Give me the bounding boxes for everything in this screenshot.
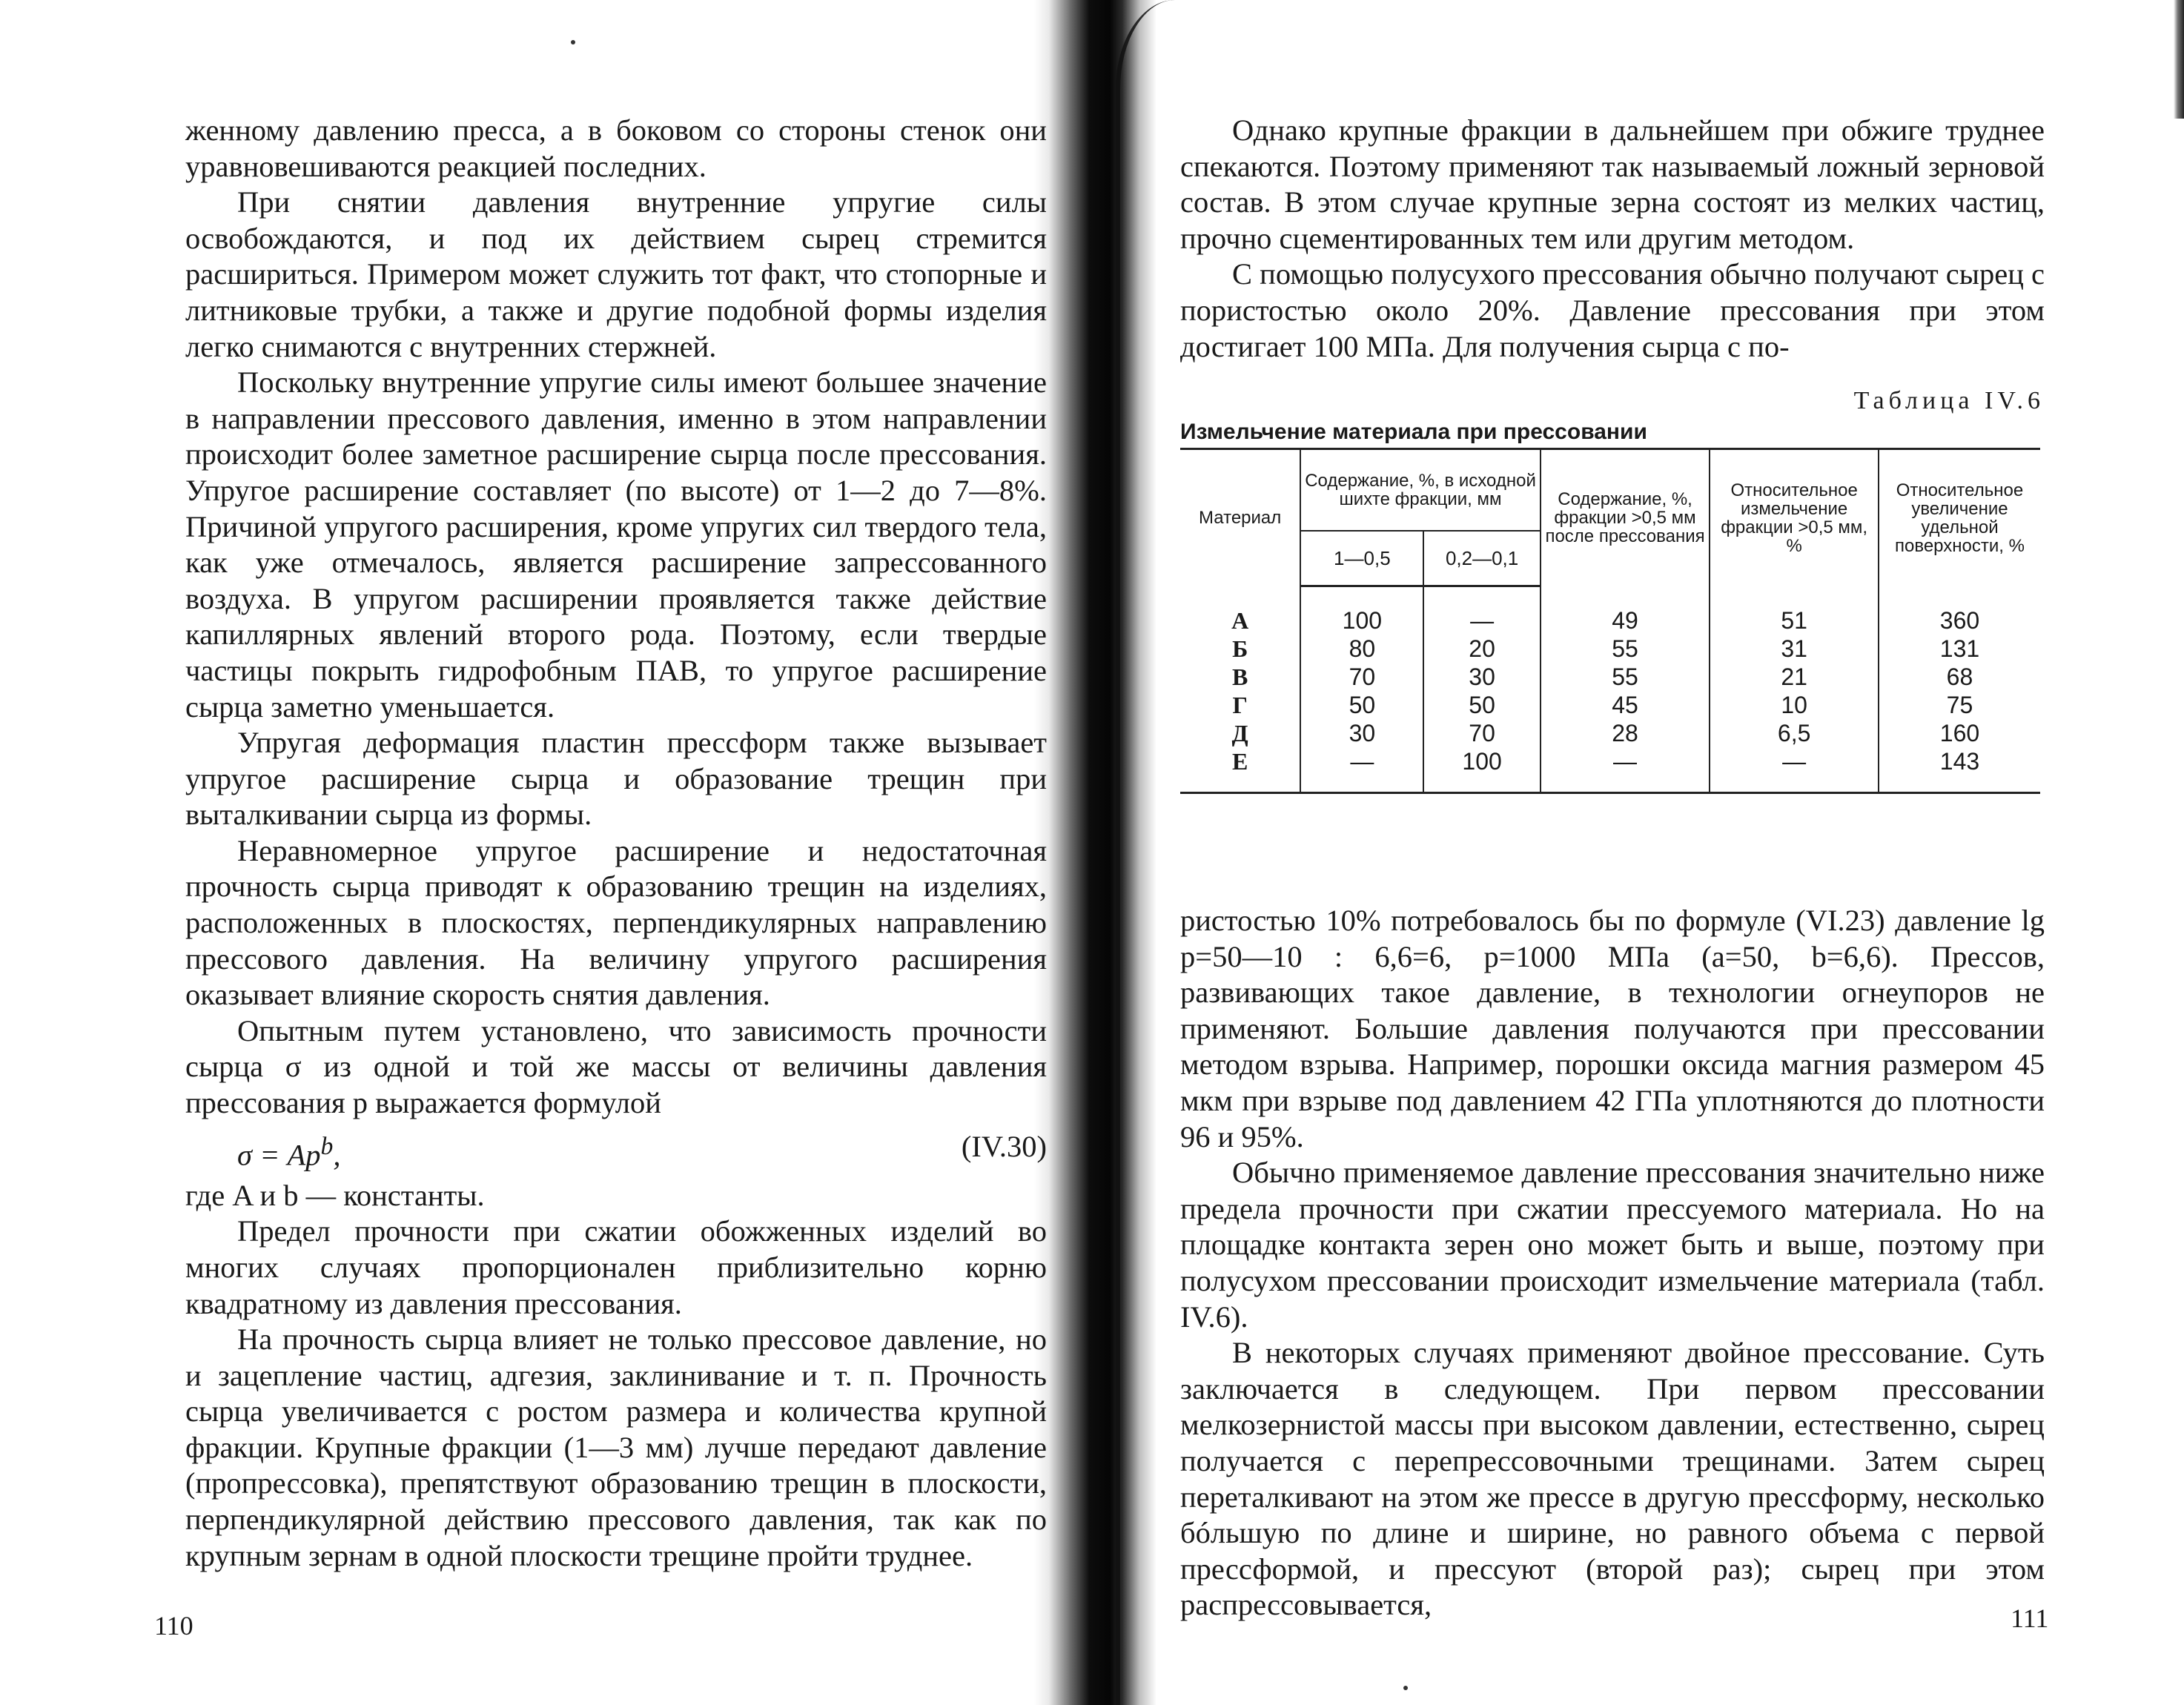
cell-material: В xyxy=(1231,663,1248,690)
formula-tail: , xyxy=(333,1138,341,1172)
cell-relative: 10 xyxy=(1710,691,1879,719)
cell-material: Г xyxy=(1232,692,1248,718)
cell-relative: 6,5 xyxy=(1710,719,1879,747)
cell-frac-02-01: — xyxy=(1423,606,1540,635)
formula-exponent: b xyxy=(320,1132,334,1160)
cell-frac-1-05: 80 xyxy=(1300,635,1423,663)
cell-surface: 143 xyxy=(1879,747,2040,793)
table-body xyxy=(1180,586,2040,793)
cell-frac-02-01: 100 xyxy=(1423,747,1540,793)
table-iv6 xyxy=(1180,448,2040,794)
cell-surface: 131 xyxy=(1879,635,2040,663)
left-page-text xyxy=(185,113,1047,1574)
cell-frac-1-05: 70 xyxy=(1300,663,1423,691)
formula-note: где A и b — константы. xyxy=(185,1178,485,1212)
paragraph: Неравномерное упругое расширение и недостаточная прочность сырца приводят к образованию трещин на изделиях, расположенных в плоскостях, перпендикулярных направлению прессового давления. На величину упругого расширения оказывает влияние скорость снятия давления. xyxy=(185,833,1047,1012)
cell-after: 55 xyxy=(1541,635,1710,663)
table-row xyxy=(1180,663,2040,691)
right-page-text-bottom xyxy=(1180,903,2045,1623)
header-fraction-1-05: 1—0,5 xyxy=(1300,531,1423,586)
table-row xyxy=(1180,606,2040,635)
cell-frac-1-05: 30 xyxy=(1300,719,1423,747)
cell-after: 28 xyxy=(1541,719,1710,747)
table-row xyxy=(1180,747,2040,793)
cell-relative: 51 xyxy=(1710,606,1879,635)
cell-surface: 360 xyxy=(1879,606,2040,635)
cell-relative: 21 xyxy=(1710,663,1879,691)
cell-frac-1-05: — xyxy=(1300,747,1423,793)
cell-material: Б xyxy=(1232,635,1248,662)
formula-number: (IV.30) xyxy=(961,1129,1047,1163)
cell-relative: 31 xyxy=(1710,635,1879,663)
cell-surface: 68 xyxy=(1879,663,2040,691)
paragraph: Обычно применяемое давление прессования значительно ниже предела прочности при сжатии прессуемого материала. Но на площадке контакта зерен оно может быть и выше, поэтому при полусухом прессовании происходит измельчение материала (табл. IV.6). xyxy=(1180,1156,2045,1334)
table-row xyxy=(1180,635,2040,663)
cell-material: Е xyxy=(1180,747,1300,793)
formula-iv30 xyxy=(185,1129,1047,1173)
paragraph: Предел прочности при сжатии обожженных изделий во многих случаях пропорционален приблизительно корню квадратному из давления прессования. xyxy=(185,1214,1047,1320)
table-row xyxy=(1180,719,2040,747)
cell-after: 49 xyxy=(1541,606,1710,635)
cell-frac-1-05: 100 xyxy=(1300,606,1423,635)
cell-surface: 160 xyxy=(1879,719,2040,747)
paragraph: Опытным путем установлено, что зависимость прочности сырца σ из одной и той же массы от величины давления прессования p выражается формулой xyxy=(185,1013,1047,1120)
cell-material: А xyxy=(1231,607,1249,634)
paragraph: В некоторых случаях применяют двойное прессование. Суть заключается в следующем. При первом прессовании мелкозернистой массы при высоком давлении, естественно, сырец получается с перепрессовочными трещинами. Затем сырец переталкивают на этом же прессе в другую прессформу, несколько бóльшую по длине и ширине, но равного объема с первой прессформой, и прессуют (второй раз); сырец при этом распрессовывается, xyxy=(1180,1336,2045,1622)
right-page-text-top xyxy=(1180,113,2045,365)
paragraph: Поскольку внутренние упругие силы имеют большее значение в направлении прессового давления, именно в этом направлении происходит более заметное расширение сырца после прессования. Упругое расширение составляет (по высоте) от 1—2 до 7—8%. Причиной упругого расширения, кроме упругих сил твердого тела, как уже отмечалось, является расширение запрессованного воздуха. В упругом расширении проявляется также действие капиллярных явлений второго рода. Поэтому, если твердые частицы покрыть гидрофобным ПАВ, то упругое расширение сырца заметно уменьшается. xyxy=(185,365,1047,724)
paragraph: При снятии давления внутренние упругие силы освобождаются, и под их действием сырец стремится расшириться. Примером может служить тот факт, что стопорные и литниковые трубки, а также и другие подобной формы изделия легко снимаются с внутренних стержней. xyxy=(185,185,1047,363)
paragraph: женному давлению пресса, а в боковом со стороны стенок они уравновешиваются реакцией последних. xyxy=(185,113,1047,183)
paragraph: На прочность сырца влияет не только прессовое давление, но и зацепление частиц, адгезия, заклинивание и т. п. Прочность сырца увеличивается с ростом размера и количества крупной фракции. Крупные фракции (1—3 мм) лучше передают давление (пропрессовка), препятствуют образованию трещин в плоскости, перпендикулярной действию прессового давления, так как по крупным зернам в одной плоскости трещине пройти труднее. xyxy=(185,1322,1047,1572)
header-fraction-02-01: 0,2—0,1 xyxy=(1423,531,1540,586)
cell-frac-02-01: 30 xyxy=(1423,663,1540,691)
page-number-left: 110 xyxy=(154,1611,193,1641)
cell-frac-02-01: 70 xyxy=(1423,719,1540,747)
header-surface-increase: Относительное увеличение удельной поверхности, % xyxy=(1879,449,2040,586)
cell-frac-02-01: 50 xyxy=(1423,691,1540,719)
header-relative-grinding: Относительное измельчение фракции >0,5 мм, % xyxy=(1710,449,1879,586)
cell-material: Д xyxy=(1231,720,1248,746)
cell-surface: 75 xyxy=(1879,691,2040,719)
table-caption: Таблица IV.6 xyxy=(1853,387,2045,414)
paragraph: С помощью полусухого прессования обычно получают сырец с пористостью около 20%. Давление прессования при этом достигает 100 МПа. Для получения сырца с по- xyxy=(1180,257,2045,363)
cell-after: 45 xyxy=(1541,691,1710,719)
cell-after: — xyxy=(1541,747,1710,793)
paragraph: ристостью 10% потребовалось бы по формуле (VI.23) давление lg p=50—10 : 6,6=6, p=1000 МПа (a=50, b=6,6). Прессов, развивающих такое давление, в технологии огнеупоров не применяют. Большие давления получаются при прессовании методом взрыва. Например, порошки оксида магния размером 45 мкм при взрыве под давлением 42 ГПа уплотняются до плотности 96 и 95%. xyxy=(1180,904,2045,1153)
paragraph: Однако крупные фракции в дальнейшем при обжиге труднее спекаются. Поэтому применяют так называемый ложный зерновой состав. В этом случае крупные зерна состоят из мелких частиц, прочно сцементированных тем или другим методом. xyxy=(1180,113,2045,255)
data-table xyxy=(1180,448,2040,794)
header-content-group: Содержание, %, в исходной шихте фракции, мм xyxy=(1300,449,1540,532)
cell-frac-1-05: 50 xyxy=(1300,691,1423,719)
formula-text: σ = Ap xyxy=(237,1138,321,1172)
header-material: Материал xyxy=(1180,449,1300,586)
page-number-right: 111 xyxy=(2011,1603,2049,1633)
cell-after: 55 xyxy=(1541,663,1710,691)
cell-relative: — xyxy=(1710,747,1879,793)
header-after-pressing: Содержание, %, фракции >0,5 мм после прессования xyxy=(1541,449,1710,586)
table-row xyxy=(1180,691,2040,719)
paragraph: Упругая деформация пластин прессформ также вызывает упругое расширение сырца и образование трещин при выталкивании сырца из формы. xyxy=(185,726,1047,832)
cell-frac-02-01: 20 xyxy=(1423,635,1540,663)
table-title: Измельчение материала при прессовании xyxy=(1180,420,1647,444)
